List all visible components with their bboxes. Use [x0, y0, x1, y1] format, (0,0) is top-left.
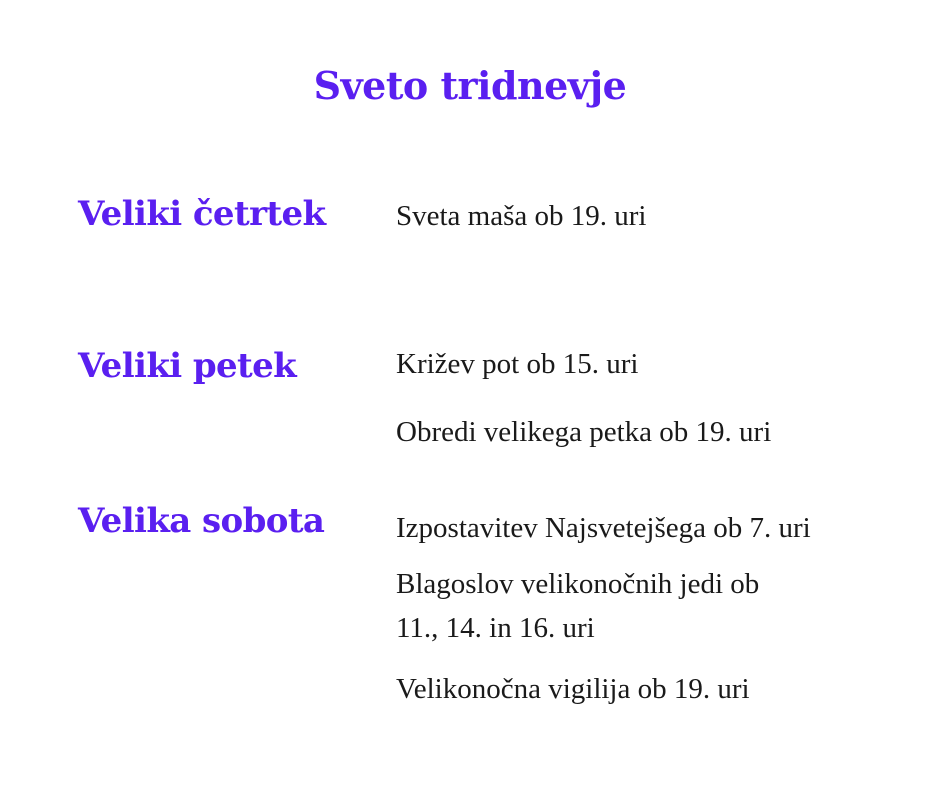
day-heading-friday: Veliki petek — [78, 346, 297, 386]
event-friday-stations: Križev pot ob 15. uri — [396, 348, 639, 380]
event-saturday-adoration: Izpostavitev Najsvetejšega ob 7. uri — [396, 512, 811, 544]
event-saturday-blessing-line1: Blagoslov velikonočnih jedi ob — [396, 568, 760, 600]
event-saturday-blessing-line2: 11., 14. in 16. uri — [396, 612, 595, 644]
event-saturday-vigil: Velikonočna vigilija ob 19. uri — [396, 673, 750, 705]
page-title: Sveto tridnevje — [313, 63, 627, 108]
event-friday-rites: Obredi velikega petka ob 19. uri — [396, 416, 772, 448]
day-heading-saturday: Velika sobota — [78, 501, 325, 541]
day-heading-thursday: Veliki četrtek — [78, 194, 326, 234]
event-thursday-mass: Sveta maša ob 19. uri — [396, 200, 647, 232]
